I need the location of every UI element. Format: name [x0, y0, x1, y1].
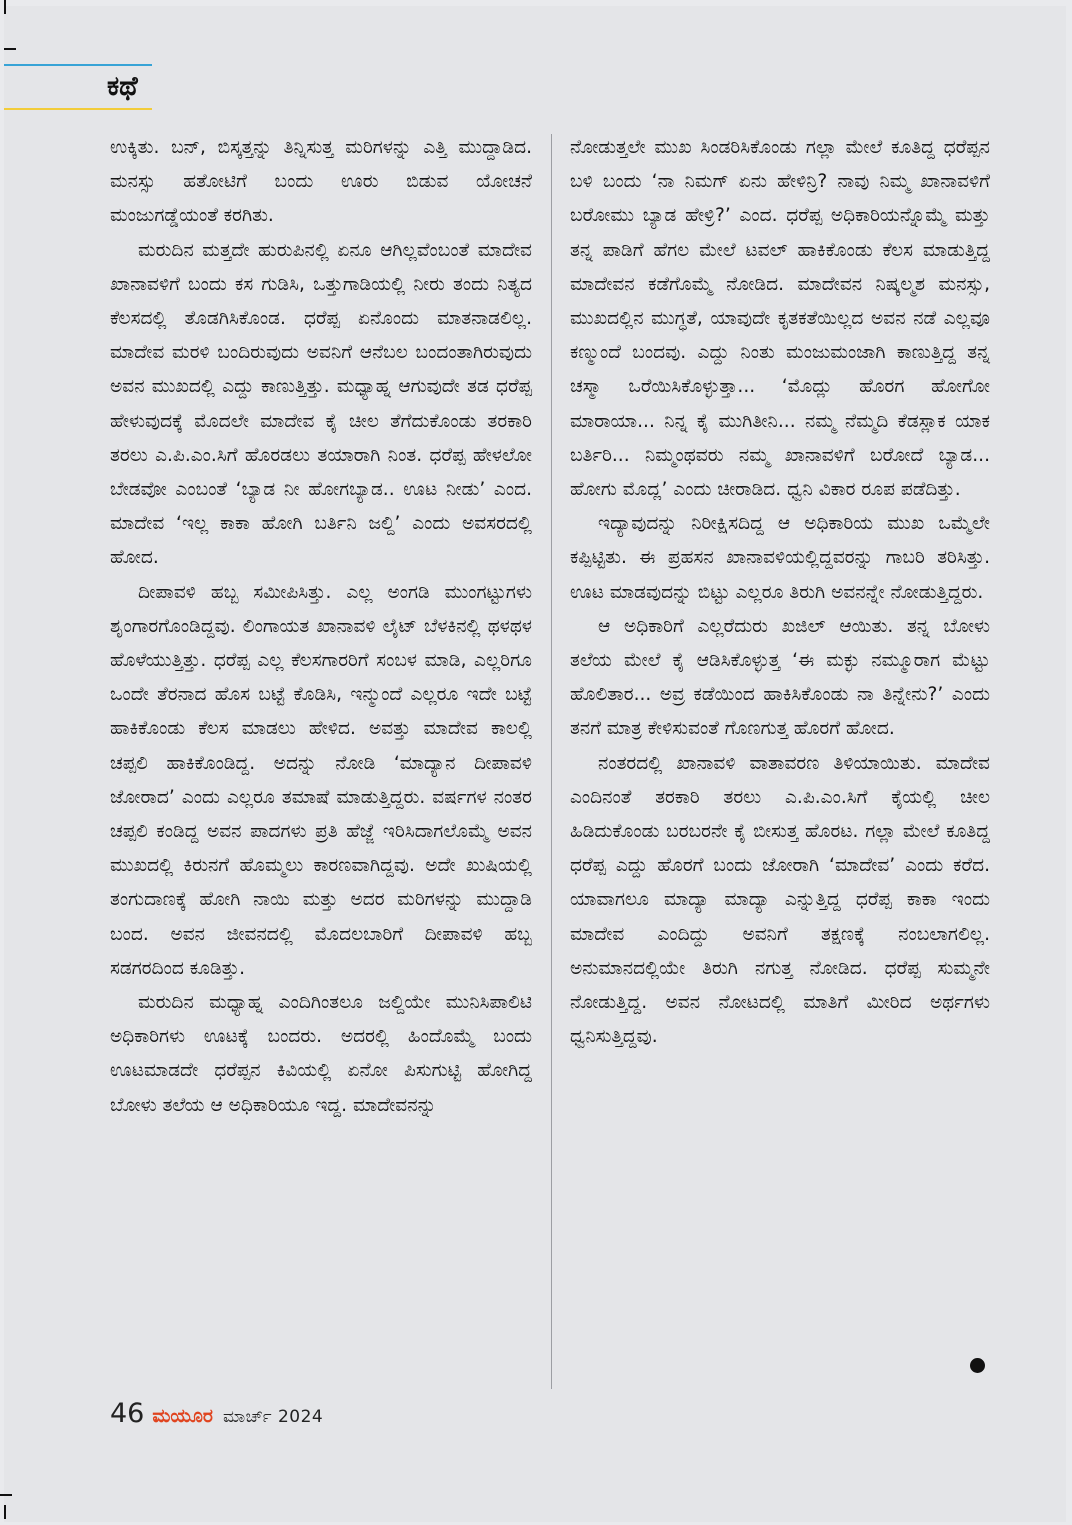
section-label: ಕಥೆ [107, 71, 138, 102]
page-number: 46 [110, 1398, 145, 1429]
column-divider [551, 134, 552, 1389]
page-footer [110, 1398, 323, 1434]
crop-mark [4, 1505, 6, 1519]
article-column-left [110, 131, 532, 1123]
paragraph: ಆ ಅಧಿಕಾರಿಗೆ ಎಲ್ಲರೆದುರು ಖಜಿಲ್ ಆಯಿತು. ತನ್ನ ಬೋಳು ತಲೆಯ ಮೇಲೆ ಕೈ ಆಡಿಸಿಕೊಳ್ಳುತ್ತ ‘ಈ ಮಕ್ಳು ನಮ್ಮೂರಾಗ ಮೆಟ್ಟು ಹೊಲಿತಾರ... ಅವ್ರ ಕಡೆಯಿಂದ ಹಾಕಿಸಿಕೊಂಡು ನಾ ತಿನ್ನೇನು?’ ಎಂದು ತನಗೆ ಮಾತ್ರ ಕೇಳಿಸುವಂತೆ ಗೊಣಗುತ್ತ ಹೊರಗೆ ಹೋದ. [570, 615, 990, 740]
crop-mark [4, 0, 6, 14]
story-end-bullet-icon [970, 1358, 985, 1373]
magazine-page [4, 6, 1066, 1522]
crop-mark [0, 1494, 12, 1496]
paragraph: ಇದ್ಯಾವುದನ್ನು ನಿರೀಕ್ಷಿಸದಿದ್ದ ಆ ಅಧಿಕಾರಿಯ ಮುಖ ಒಮ್ಮೆಲೇ ಕಪ್ಪಿಟ್ಟಿತು. ಈ ಪ್ರಹಸನ ಖಾನಾವಳಿಯಲ್ಲಿದ್ದವರನ್ನು ಗಾಬರಿ ತರಿಸಿತ್ತು. ಊಟ ಮಾಡವುದನ್ನು ಬಿಟ್ಟು ಎಲ್ಲರೂ ತಿರುಗಿ ಅವನನ್ನೇ ನೋಡುತ್ತಿದ್ದರು. [570, 513, 990, 603]
paragraph: ದೀಪಾವಳಿ ಹಬ್ಬ ಸಮೀಪಿಸಿತ್ತು. ಎಲ್ಲ ಅಂಗಡಿ ಮುಂಗಟ್ಟುಗಳು ಶೃಂಗಾರಗೊಂಡಿದ್ದವು. ಲಿಂಗಾಯತ ಖಾನಾವಳಿ ಲೈಟ್ ಬೆಳಕಿನಲ್ಲಿ ಥಳಥಳ ಹೊಳೆಯುತ್ತಿತ್ತು. ಧರೆಪ್ಪ ಎಲ್ಲ ಕೆಲಸಗಾರರಿಗೆ ಸಂಬಳ ಮಾಡಿ, ಎಲ್ಲರಿಗೂ ಒಂದೇ ತೆರನಾದ ಹೊಸ ಬಟ್ಟೆ ಕೊಡಿಸಿ, ಇನ್ಮುಂದೆ ಎಲ್ಲರೂ ಇದೇ ಬಟ್ಟೆ ಹಾಕಿಕೊಂಡು ಕೆಲಸ ಮಾಡಲು ಹೇಳಿದ. ಅವತ್ತು ಮಾದೇವ ಕಾಲಲ್ಲಿ ಚಪ್ಪಲಿ ಹಾಕಿಕೊಂಡಿದ್ದ. ಅದನ್ನು ನೋಡಿ ‘ಮಾದ್ಯಾನ ದೀಪಾವಳಿ ಜೋರಾದ’ ಎಂದು ಎಲ್ಲರೂ ತಮಾಷೆ ಮಾಡುತ್ತಿದ್ದರು. ವರ್ಷಗಳ ನಂತರ ಚಪ್ಪಲಿ ಕಂಡಿದ್ದ ಅವನ ಪಾದಗಳು ಪ್ರತಿ ಹೆಜ್ಜೆ ಇರಿಸಿದಾಗಲೊಮ್ಮೆ ಅವನ ಮುಖದಲ್ಲಿ ಕಿರುನಗೆ ಹೊಮ್ಮಲು ಕಾರಣವಾಗಿದ್ದವು. ಅದೇ ಖುಷಿಯಲ್ಲಿ ತಂಗುದಾಣಕ್ಕೆ ಹೋಗಿ ನಾಯಿ ಮತ್ತು ಅದರ ಮರಿಗಳನ್ನು ಮುದ್ದಾಡಿ ಬಂದ. ಅವನ ಜೀವನದಲ್ಲಿ ಮೊದಲಬಾರಿಗೆ ದೀಪಾವಳಿ ಹಬ್ಬ ಸಡಗರದಿಂದ ಕೂಡಿತ್ತು. [110, 581, 532, 979]
section-rule-blue [4, 64, 152, 66]
paragraph: ಮರುದಿನ ಮತ್ತದೇ ಹುರುಪಿನಲ್ಲಿ ಏನೂ ಆಗಿಲ್ಲವೆಂಬಂತೆ ಮಾದೇವ ಖಾನಾವಳಿಗೆ ಬಂದು ಕಸ ಗುಡಿಸಿ, ಒತ್ತುಗಾಡಿಯಲ್ಲಿ ನೀರು ತಂದು ನಿತ್ಯದ ಕೆಲಸದಲ್ಲಿ ತೊಡಗಿಸಿಕೊಂಡ. ಧರೆಪ್ಪ ಏನೊಂದು ಮಾತನಾಡಲಿಲ್ಲ. ಮಾದೇವ ಮರಳಿ ಬಂದಿರುವುದು ಅವನಿಗೆ ಆನೆಬಲ ಬಂದಂತಾಗಿರುವುದು ಅವನ ಮುಖದಲ್ಲಿ ಎದ್ದು ಕಾಣುತ್ತಿತ್ತು. ಮಧ್ಯಾಹ್ನ ಆಗುವುದೇ ತಡ ಧರೆಪ್ಪ ಹೇಳುವುದಕ್ಕೆ ಮೊದಲೇ ಮಾದೇವ ಕೈ ಚೀಲ ತೆಗೆದುಕೊಂಡು ತರಕಾರಿ ತರಲು ಎ.ಪಿ.ಎಂ.ಸಿಗೆ ಹೊರಡಲು ತಯಾರಾಗಿ ನಿಂತ. ಧರೆಪ್ಪ ಹೇಳಲೋ ಬೇಡವೋ ಎಂಬಂತೆ ‘ಬ್ಯಾಡ ನೀ ಹೋಗಬ್ಯಾಡ.. ಊಟ ನೀಡು’ ಎಂದ. ಮಾದೇವ ‘ಇಲ್ಲ ಕಾಕಾ ಹೋಗಿ ಬರ್ತಿನಿ ಜಲ್ದಿ’ ಎಂದು ಅವಸರದಲ್ಲಿ ಹೋದ. [110, 239, 532, 569]
paragraph: ನೋಡುತ್ತಲೇ ಮುಖ ಸಿಂಡರಿಸಿಕೊಂಡು ಗಲ್ಲಾ ಮೇಲೆ ಕೂತಿದ್ದ ಧರೆಪ್ಪನ ಬಳಿ ಬಂದು ‘ನಾ ನಿಮಗ್ ಏನು ಹೇಳಿನ್ರಿ? ನಾವು ನಿಮ್ಮ ಖಾನಾವಳಿಗೆ ಬರೋಮು ಬ್ಯಾಡ ಹೇಳ್ರಿ?’ ಎಂದ. ಧರೆಪ್ಪ ಅಧಿಕಾರಿಯನ್ನೊಮ್ಮೆ ಮತ್ತು ತನ್ನ ಪಾಡಿಗೆ ಹೆಗಲ ಮೇಲೆ ಟವಲ್ ಹಾಕಿಕೊಂಡು ಕೆಲಸ ಮಾಡುತ್ತಿದ್ದ ಮಾದೇವನ ಕಡೆಗೊಮ್ಮೆ ನೋಡಿದ. ಮಾದೇವನ ನಿಷ್ಕಲ್ಮಶ ಮನಸ್ಸು, ಮುಖದಲ್ಲಿನ ಮುಗ್ಧತೆ, ಯಾವುದೇ ಕೃತಕತೆಯಿಲ್ಲದ ಅವನ ನಡೆ ಎಲ್ಲವೂ ಕಣ್ಮುಂದೆ ಬಂದವು. ಎದ್ದು ನಿಂತು ಮಂಜುಮಂಜಾಗಿ ಕಾಣುತ್ತಿದ್ದ ತನ್ನ ಚಸ್ಮಾ ಒರೆಯಿಸಿಕೊಳ್ಳುತ್ತಾ... ‘ಮೊದ್ಲು ಹೊರಗ ಹೋಗೋ ಮಾರಾಯಾ... ನಿನ್ನ ಕೈ ಮುಗಿತೀನಿ... ನಮ್ಮ ನೆಮ್ಮದಿ ಕೆಡಸ್ಲಾಕ ಯಾಕ ಬರ್ತಿರಿ... ನಿಮ್ಮಂಥವರು ನಮ್ಮ ಖಾನಾವಳಿಗೆ ಬರೋದೆ ಬ್ಯಾಡ... ಹೋಗು ಮೊದ್ಲ’ ಎಂದು ಚೀರಾಡಿದ. ಧ್ವನಿ ವಿಕಾರ ರೂಪ ಪಡೆದಿತ್ತು. [570, 137, 990, 501]
paragraph: ನಂತರದಲ್ಲಿ ಖಾನಾವಳಿ ವಾತಾವರಣ ತಿಳಿಯಾಯಿತು. ಮಾದೇವ ಎಂದಿನಂತೆ ತರಕಾರಿ ತರಲು ಎ.ಪಿ.ಎಂ.ಸಿಗೆ ಕೈಯಲ್ಲಿ ಚೀಲ ಹಿಡಿದುಕೊಂಡು ಬರಬರನೇ ಕೈ ಬೀಸುತ್ತ ಹೊರಟ. ಗಲ್ಲಾ ಮೇಲೆ ಕೂತಿದ್ದ ಧರೆಪ್ಪ ಎದ್ದು ಹೊರಗೆ ಬಂದು ಜೋರಾಗಿ ‘ಮಾದೇವ’ ಎಂದು ಕರೆದ. ಯಾವಾಗಲೂ ಮಾದ್ಯಾ ಮಾದ್ಯಾ ಎನ್ನುತ್ತಿದ್ದ ಧರೆಪ್ಪ ಕಾಕಾ ಇಂದು ಮಾದೇವ ಎಂದಿದ್ದು ಅವನಿಗೆ ತಕ್ಷಣಕ್ಕೆ ನಂಬಲಾಗಲಿಲ್ಲ. ಅನುಮಾನದಲ್ಲಿಯೇ ತಿರುಗಿ ನಗುತ್ತ ನೋಡಿದ. ಧರೆಪ್ಪ ಸುಮ್ಮನೇ ನೋಡುತ್ತಿದ್ದ. ಅವನ ನೋಟದಲ್ಲಿ ಮಾತಿಗೆ ಮೀರಿದ ಅರ್ಥಗಳು ಧ್ವನಿಸುತ್ತಿದ್ದವು. [570, 752, 990, 1048]
article-column-right [570, 131, 990, 1054]
paragraph: ಮರುದಿನ ಮಧ್ಯಾಹ್ನ ಎಂದಿಗಿಂತಲೂ ಜಲ್ದಿಯೇ ಮುನಿಸಿಪಾಲಿಟಿ ಅಧಿಕಾರಿಗಳು ಊಟಕ್ಕೆ ಬಂದರು. ಅದರಲ್ಲಿ ಹಿಂದೊಮ್ಮೆ ಬಂದು ಊಟಮಾಡದೇ ಧರೆಪ್ಪನ ಕಿವಿಯಲ್ಲಿ ಏನೋ ಪಿಸುಗುಟ್ಟಿ ಹೋಗಿದ್ದ ಬೋಳು ತಲೆಯ ಆ ಅಧಿಕಾರಿಯೂ ಇದ್ದ. ಮಾದೇವನನ್ನು [110, 992, 532, 1116]
crop-mark [4, 48, 16, 50]
paragraph: ಉಕ್ಕಿತು. ಬನ್, ಬಿಸ್ಕತ್ತನ್ನು ತಿನ್ನಿಸುತ್ತ ಮರಿಗಳನ್ನು ಎತ್ತಿ ಮುದ್ದಾಡಿದ. ಮನಸ್ಸು ಹತೋಟಿಗೆ ಬಂದು ಊರು ಬಿಡುವ ಯೋಚನೆ ಮಂಜುಗಡ್ಡೆಯಂತೆ ಕರಗಿತು. [110, 137, 532, 227]
magazine-logo: ಮಯೂರ [152, 1405, 213, 1427]
issue-date: ಮಾರ್ಚ್ 2024 [222, 1407, 324, 1427]
section-rule-yellow [4, 108, 152, 110]
